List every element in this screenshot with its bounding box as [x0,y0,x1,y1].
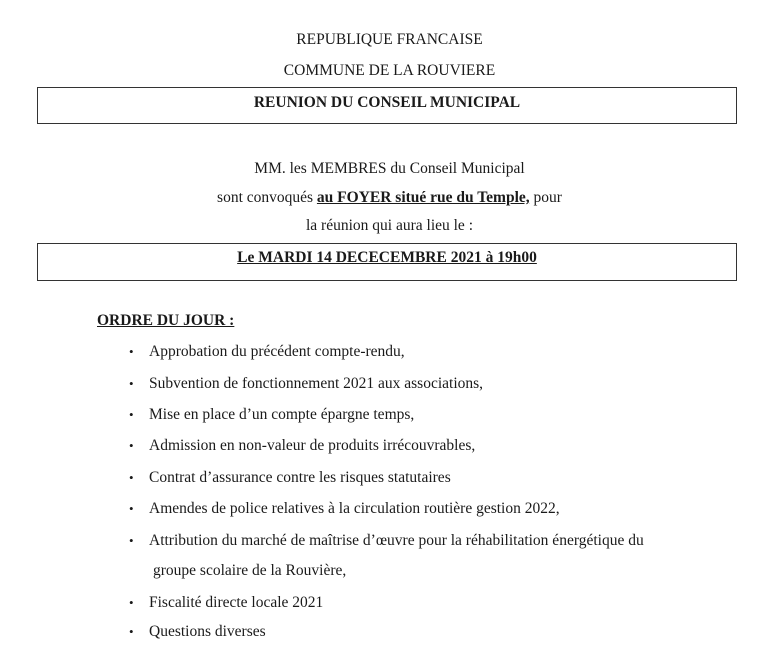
convocation-line-3: la réunion qui aura lieu le : [306,217,473,234]
agenda-item-text: Fiscalité directe locale 2021 [149,594,324,611]
header-republic: REPUBLIQUE FRANCAISE [296,31,483,48]
bullet-icon: • [129,344,134,359]
agenda-item-text: Approbation du précédent compte-rendu, [149,343,405,360]
meeting-date: Le MARDI 14 DECECEMBRE 2021 à 19h00 [237,249,537,266]
agenda-item-text: Contrat d’assurance contre les risques statutaires [149,469,451,486]
convocation-line-1: MM. les MEMBRES du Conseil Municipal [254,160,525,177]
meeting-title-box [37,87,737,124]
convocation-line-2 [0,189,779,207]
meeting-date-box [37,243,737,281]
bullet-icon: • [129,533,134,548]
agenda-item-continuation: groupe scolaire de la Rouvière, [153,562,347,579]
bullet-icon: • [129,470,134,485]
agenda-item-text: Admission en non-valeur de produits irrécouvrables, [149,437,476,454]
bullet-icon: • [129,595,134,610]
agenda-item-text: Amendes de police relatives à la circulation routière gestion 2022, [149,500,560,517]
agenda-title: ORDRE DU JOUR : [97,312,235,329]
bullet-icon: • [129,624,134,639]
header-commune: COMMUNE DE LA ROUVIERE [283,62,496,79]
meeting-title: REUNION DU CONSEIL MUNICIPAL [253,94,521,111]
bullet-icon: • [129,376,134,391]
meeting-place: au FOYER situé rue du Temple, [316,189,530,206]
convocation-text-before: sont convoqués [217,189,317,206]
bullet-icon: • [129,407,134,422]
agenda-item-text: Attribution du marché de maîtrise d’œuvre pour la réhabilitation énergétique du [149,532,644,549]
bullet-icon: • [129,501,134,516]
agenda-item-text: Subvention de fonctionnement 2021 aux associations, [149,375,484,392]
agenda-item-text: Mise en place d’un compte épargne temps, [149,406,415,423]
convocation-text-after: pour [529,189,562,206]
bullet-icon: • [129,438,134,453]
agenda-item-text: Questions diverses [149,623,266,640]
